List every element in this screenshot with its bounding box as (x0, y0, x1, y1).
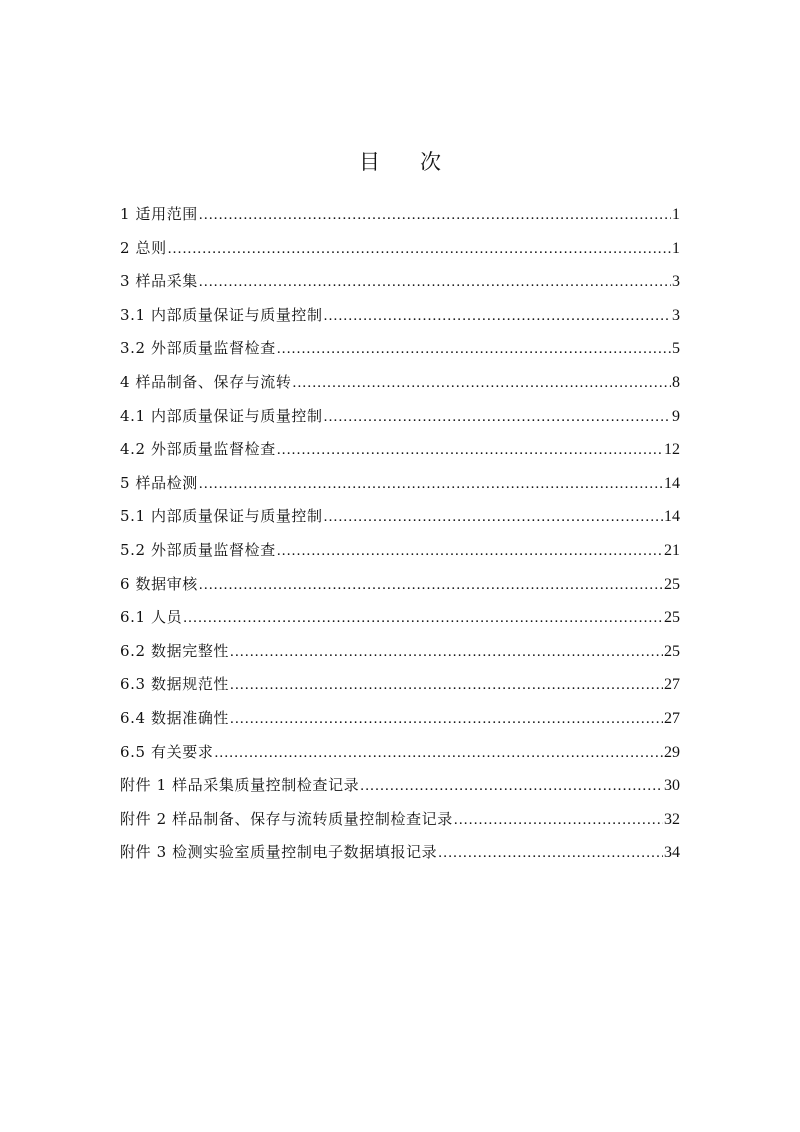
toc-entry-label: 2 总则 (120, 238, 167, 257)
toc-entry[interactable] (120, 304, 680, 338)
toc-entry-label: 4 样品制备、保存与流转 (120, 372, 292, 391)
toc-entry-page-number: 5 (672, 340, 680, 358)
toc-entry-label: 5.1 内部质量保证与质量控制 (120, 507, 323, 526)
toc-entry-label: 6.4 数据准确性 (120, 708, 230, 727)
toc-entry[interactable] (120, 203, 680, 237)
toc-dot-leader (199, 207, 671, 224)
toc-dot-leader (293, 375, 671, 392)
toc-entry-page-number: 14 (664, 508, 680, 526)
toc-entry-page-number: 30 (664, 777, 680, 795)
toc-entry-label: 6.1 人员 (120, 608, 183, 627)
toc-entry-page-number: 8 (672, 373, 680, 391)
toc-entry-label: 附件 3 检测实验室质量控制电子数据填报记录 (120, 843, 438, 862)
toc-entry-label: 3.2 外部质量监督检查 (120, 339, 276, 358)
toc-entry[interactable] (120, 337, 680, 371)
toc-entry[interactable] (120, 237, 680, 271)
toc-entry-page-number: 3 (672, 273, 680, 291)
toc-entry-page-number: 21 (664, 541, 680, 559)
toc-entry[interactable] (120, 774, 680, 808)
toc-entry[interactable] (120, 539, 680, 573)
toc-entry[interactable] (120, 841, 680, 875)
toc-entry-page-number: 3 (672, 306, 680, 324)
toc-entry-label: 4.1 内部质量保证与质量控制 (120, 406, 323, 425)
toc-entry[interactable] (120, 472, 680, 506)
toc-dot-leader (199, 577, 663, 594)
toc-entry[interactable] (120, 438, 680, 472)
toc-dot-leader (168, 241, 671, 258)
toc-dot-leader (199, 476, 663, 493)
toc-entry-page-number: 25 (664, 609, 680, 627)
toc-entry-page-number: 12 (664, 441, 680, 459)
toc-entry[interactable] (120, 808, 680, 842)
toc-entry[interactable] (120, 505, 680, 539)
toc-entry-page-number: 25 (664, 575, 680, 593)
toc-entry-label: 6 数据审核 (120, 574, 198, 593)
toc-entry-page-number: 25 (664, 642, 680, 660)
toc-entry-label: 6.3 数据规范性 (120, 675, 230, 694)
toc-dot-leader (454, 812, 663, 829)
toc-entry-label: 6.5 有关要求 (120, 742, 214, 761)
table-of-contents (120, 203, 680, 875)
toc-dot-leader (230, 677, 663, 694)
toc-entry-page-number: 1 (672, 239, 680, 257)
toc-title-part-1: 目 (359, 150, 380, 174)
toc-entry-label: 5 样品检测 (120, 473, 198, 492)
toc-dot-leader (277, 442, 663, 459)
toc-entry[interactable] (120, 405, 680, 439)
toc-entry-label: 3 样品采集 (120, 272, 198, 291)
toc-dot-leader (230, 711, 663, 728)
toc-dot-leader (277, 341, 671, 358)
toc-entry-page-number: 27 (664, 676, 680, 694)
toc-dot-leader (438, 845, 663, 862)
toc-entry[interactable] (120, 270, 680, 304)
toc-entry[interactable] (120, 573, 680, 607)
toc-dot-leader (324, 308, 671, 325)
toc-entry-label: 6.2 数据完整性 (120, 641, 230, 660)
toc-entry-page-number: 1 (672, 206, 680, 223)
toc-entry[interactable] (120, 371, 680, 405)
toc-dot-leader (199, 274, 671, 291)
toc-dot-leader (360, 778, 663, 795)
toc-dot-leader (324, 509, 663, 526)
toc-dot-leader (324, 409, 671, 426)
toc-dot-leader (230, 644, 663, 661)
toc-entry-page-number: 27 (664, 709, 680, 727)
toc-entry-label: 附件 1 样品采集质量控制检查记录 (120, 776, 360, 795)
toc-dot-leader (214, 745, 663, 762)
toc-entry-page-number: 34 (664, 844, 680, 862)
toc-title (0, 146, 800, 176)
toc-dot-leader (277, 543, 663, 560)
toc-dot-leader (183, 610, 663, 627)
toc-entry[interactable] (120, 707, 680, 741)
toc-title-part-2: 次 (420, 150, 441, 174)
toc-entry-label: 附件 2 样品制备、保存与流转质量控制检查记录 (120, 809, 453, 828)
toc-entry-page-number: 14 (664, 474, 680, 492)
toc-entry-label: 4.2 外部质量监督检查 (120, 440, 276, 459)
toc-entry[interactable] (120, 673, 680, 707)
toc-entry-page-number: 9 (672, 407, 680, 425)
toc-entry-label: 1 适用范围 (120, 205, 198, 223)
toc-entry-label: 3.1 内部质量保证与质量控制 (120, 305, 323, 324)
toc-entry[interactable] (120, 640, 680, 674)
toc-entry-label: 5.2 外部质量监督检查 (120, 540, 276, 559)
toc-entry-page-number: 32 (664, 810, 680, 828)
toc-entry-page-number: 29 (664, 743, 680, 761)
toc-entry[interactable] (120, 606, 680, 640)
toc-entry[interactable] (120, 741, 680, 775)
